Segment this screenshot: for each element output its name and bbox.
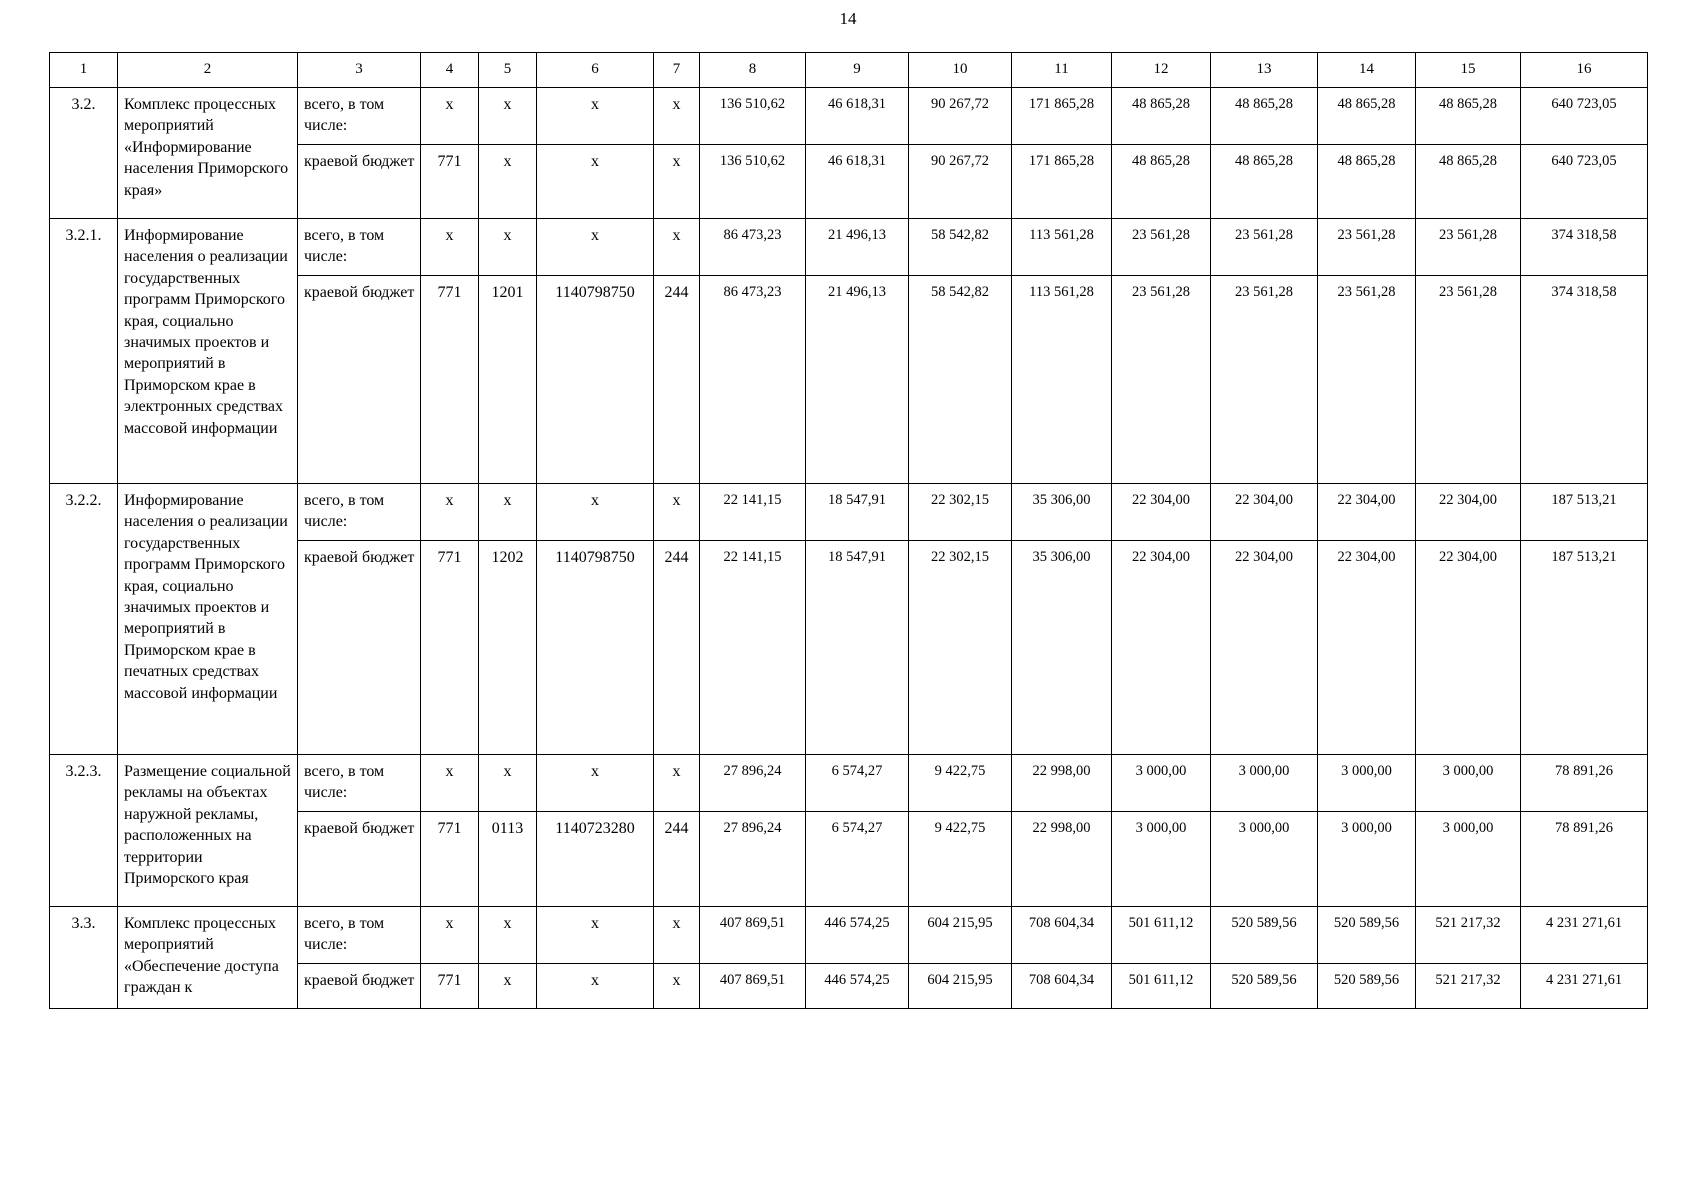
amount-cell: 86 473,23: [700, 276, 806, 484]
amount-cell: 640 723,05: [1521, 88, 1648, 145]
budget-code-cell: x: [479, 755, 537, 812]
column-header: 4: [421, 53, 479, 88]
budget-code-cell: 244: [654, 276, 700, 484]
budget-code-cell: x: [654, 219, 700, 276]
amount-cell: 86 473,23: [700, 219, 806, 276]
amount-cell: 3 000,00: [1416, 755, 1521, 812]
amount-cell: 407 869,51: [700, 907, 806, 964]
budget-code-cell: x: [537, 88, 654, 145]
amount-cell: 23 561,28: [1112, 219, 1211, 276]
amount-cell: 46 618,31: [806, 145, 909, 219]
amount-cell: 3 000,00: [1211, 755, 1318, 812]
amount-cell: 708 604,34: [1012, 964, 1112, 1009]
amount-cell: 48 865,28: [1318, 145, 1416, 219]
section-number: 3.2.3.: [50, 755, 118, 907]
budget-code-cell: x: [479, 484, 537, 541]
column-header: 3: [298, 53, 421, 88]
amount-cell: 22 304,00: [1112, 484, 1211, 541]
amount-cell: 22 302,15: [909, 541, 1012, 755]
budget-code-cell: x: [421, 88, 479, 145]
section-name: Комплекс процессных мероприятий «Обеспечение доступа граждан к: [118, 907, 298, 1009]
budget-code-cell: x: [479, 88, 537, 145]
amount-cell: 446 574,25: [806, 907, 909, 964]
amount-cell: 374 318,58: [1521, 276, 1648, 484]
column-header: 11: [1012, 53, 1112, 88]
budget-code-cell: 0113: [479, 812, 537, 907]
amount-cell: 520 589,56: [1211, 907, 1318, 964]
budget-code-cell: x: [537, 755, 654, 812]
funding-source-label: всего, в том числе:: [298, 907, 421, 964]
budget-code-cell: x: [537, 907, 654, 964]
amount-cell: 48 865,28: [1211, 88, 1318, 145]
amount-cell: 4 231 271,61: [1521, 907, 1648, 964]
column-header: 16: [1521, 53, 1648, 88]
funding-source-label: краевой бюджет: [298, 964, 421, 1009]
amount-cell: 48 865,28: [1318, 88, 1416, 145]
budget-code-cell: x: [537, 145, 654, 219]
amount-cell: 6 574,27: [806, 755, 909, 812]
amount-cell: 520 589,56: [1211, 964, 1318, 1009]
amount-cell: 58 542,82: [909, 276, 1012, 484]
budget-code-cell: x: [654, 755, 700, 812]
budget-code-cell: 1140723280: [537, 812, 654, 907]
amount-cell: 48 865,28: [1112, 145, 1211, 219]
column-header: 6: [537, 53, 654, 88]
amount-cell: 171 865,28: [1012, 88, 1112, 145]
column-header: 8: [700, 53, 806, 88]
amount-cell: 3 000,00: [1416, 812, 1521, 907]
amount-cell: 23 561,28: [1318, 276, 1416, 484]
amount-cell: 23 561,28: [1211, 276, 1318, 484]
table-row: [50, 219, 1648, 276]
amount-cell: 171 865,28: [1012, 145, 1112, 219]
amount-cell: 22 141,15: [700, 484, 806, 541]
section-name: Размещение социальной рекламы на объектах наружной рекламы, расположенных на территории Приморского края: [118, 755, 298, 907]
budget-code-cell: x: [654, 964, 700, 1009]
budget-code-cell: x: [479, 907, 537, 964]
amount-cell: 58 542,82: [909, 219, 1012, 276]
amount-cell: 21 496,13: [806, 219, 909, 276]
amount-cell: 521 217,32: [1416, 907, 1521, 964]
table-row: [50, 907, 1648, 964]
column-header: 12: [1112, 53, 1211, 88]
budget-code-cell: 771: [421, 145, 479, 219]
funding-source-label: краевой бюджет: [298, 541, 421, 755]
amount-cell: 78 891,26: [1521, 755, 1648, 812]
amount-cell: 22 304,00: [1416, 541, 1521, 755]
amount-cell: 23 561,28: [1318, 219, 1416, 276]
column-header: 10: [909, 53, 1012, 88]
amount-cell: 22 304,00: [1112, 541, 1211, 755]
budget-code-cell: 1140798750: [537, 541, 654, 755]
amount-cell: 22 998,00: [1012, 812, 1112, 907]
amount-cell: 48 865,28: [1416, 145, 1521, 219]
budget-code-cell: x: [654, 907, 700, 964]
column-header: 14: [1318, 53, 1416, 88]
budget-code-cell: x: [479, 964, 537, 1009]
funding-source-label: краевой бюджет: [298, 812, 421, 907]
budget-code-cell: 771: [421, 541, 479, 755]
budget-code-cell: x: [654, 145, 700, 219]
funding-source-label: всего, в том числе:: [298, 755, 421, 812]
amount-cell: 18 547,91: [806, 541, 909, 755]
amount-cell: 27 896,24: [700, 812, 806, 907]
column-header: 13: [1211, 53, 1318, 88]
amount-cell: 22 304,00: [1211, 541, 1318, 755]
table-body: [50, 53, 1648, 1009]
table-row: [50, 755, 1648, 812]
amount-cell: 18 547,91: [806, 484, 909, 541]
amount-cell: 521 217,32: [1416, 964, 1521, 1009]
amount-cell: 35 306,00: [1012, 484, 1112, 541]
amount-cell: 9 422,75: [909, 812, 1012, 907]
column-header: 1: [50, 53, 118, 88]
budget-code-cell: x: [537, 484, 654, 541]
amount-cell: 23 561,28: [1112, 276, 1211, 484]
amount-cell: 3 000,00: [1318, 812, 1416, 907]
budget-code-cell: x: [421, 755, 479, 812]
amount-cell: 22 302,15: [909, 484, 1012, 541]
budget-code-cell: 244: [654, 812, 700, 907]
section-number: 3.2.1.: [50, 219, 118, 484]
funding-source-label: всего, в том числе:: [298, 88, 421, 145]
section-name: Комплекс процессных мероприятий «Информирование населения Приморского края»: [118, 88, 298, 219]
amount-cell: 90 267,72: [909, 88, 1012, 145]
amount-cell: 23 561,28: [1416, 276, 1521, 484]
amount-cell: 501 611,12: [1112, 964, 1211, 1009]
header-row: [50, 53, 1648, 88]
amount-cell: 520 589,56: [1318, 964, 1416, 1009]
amount-cell: 23 561,28: [1416, 219, 1521, 276]
amount-cell: 3 000,00: [1112, 812, 1211, 907]
column-header: 2: [118, 53, 298, 88]
amount-cell: 27 896,24: [700, 755, 806, 812]
amount-cell: 90 267,72: [909, 145, 1012, 219]
amount-cell: 22 304,00: [1318, 484, 1416, 541]
amount-cell: 23 561,28: [1211, 219, 1318, 276]
budget-code-cell: x: [654, 88, 700, 145]
amount-cell: 374 318,58: [1521, 219, 1648, 276]
section-number: 3.2.: [50, 88, 118, 219]
amount-cell: 113 561,28: [1012, 276, 1112, 484]
budget-code-cell: 771: [421, 276, 479, 484]
amount-cell: 22 141,15: [700, 541, 806, 755]
section-number: 3.3.: [50, 907, 118, 1009]
amount-cell: 3 000,00: [1112, 755, 1211, 812]
amount-cell: 640 723,05: [1521, 145, 1648, 219]
amount-cell: 9 422,75: [909, 755, 1012, 812]
budget-code-cell: 1140798750: [537, 276, 654, 484]
funding-source-label: краевой бюджет: [298, 276, 421, 484]
section-number: 3.2.2.: [50, 484, 118, 755]
budget-code-cell: x: [654, 484, 700, 541]
column-header: 5: [479, 53, 537, 88]
budget-code-cell: 1202: [479, 541, 537, 755]
budget-code-cell: x: [537, 219, 654, 276]
amount-cell: 48 865,28: [1416, 88, 1521, 145]
amount-cell: 35 306,00: [1012, 541, 1112, 755]
table-row: [50, 88, 1648, 145]
amount-cell: 136 510,62: [700, 145, 806, 219]
amount-cell: 113 561,28: [1012, 219, 1112, 276]
amount-cell: 187 513,21: [1521, 541, 1648, 755]
amount-cell: 21 496,13: [806, 276, 909, 484]
budget-code-cell: x: [479, 145, 537, 219]
budget-code-cell: x: [479, 219, 537, 276]
budget-code-cell: 771: [421, 812, 479, 907]
amount-cell: 4 231 271,61: [1521, 964, 1648, 1009]
section-name: Информирование населения о реализации государственных программ Приморского края, социально значимых проектов и мероприятий в Приморском крае в электронных средствах массовой информации: [118, 219, 298, 484]
section-name: Информирование населения о реализации государственных программ Приморского края, социально значимых проектов и мероприятий в Приморском крае в печатных средствах массовой информации: [118, 484, 298, 755]
amount-cell: 520 589,56: [1318, 907, 1416, 964]
amount-cell: 22 304,00: [1211, 484, 1318, 541]
amount-cell: 501 611,12: [1112, 907, 1211, 964]
budget-code-cell: x: [421, 907, 479, 964]
amount-cell: 187 513,21: [1521, 484, 1648, 541]
funding-source-label: всего, в том числе:: [298, 219, 421, 276]
amount-cell: 22 998,00: [1012, 755, 1112, 812]
amount-cell: 604 215,95: [909, 964, 1012, 1009]
amount-cell: 708 604,34: [1012, 907, 1112, 964]
amount-cell: 22 304,00: [1416, 484, 1521, 541]
column-header: 9: [806, 53, 909, 88]
funding-source-label: краевой бюджет: [298, 145, 421, 219]
amount-cell: 6 574,27: [806, 812, 909, 907]
amount-cell: 48 865,28: [1112, 88, 1211, 145]
budget-code-cell: 1201: [479, 276, 537, 484]
page-number: 14: [839, 9, 857, 28]
budget-code-cell: x: [421, 484, 479, 541]
amount-cell: 48 865,28: [1211, 145, 1318, 219]
column-header: 15: [1416, 53, 1521, 88]
budget-table: [49, 52, 1648, 1009]
amount-cell: 22 304,00: [1318, 541, 1416, 755]
budget-code-cell: 771: [421, 964, 479, 1009]
funding-source-label: всего, в том числе:: [298, 484, 421, 541]
amount-cell: 78 891,26: [1521, 812, 1648, 907]
amount-cell: 3 000,00: [1211, 812, 1318, 907]
amount-cell: 136 510,62: [700, 88, 806, 145]
budget-code-cell: x: [421, 219, 479, 276]
column-header: 7: [654, 53, 700, 88]
amount-cell: 46 618,31: [806, 88, 909, 145]
amount-cell: 446 574,25: [806, 964, 909, 1009]
budget-code-cell: 244: [654, 541, 700, 755]
budget-code-cell: x: [537, 964, 654, 1009]
amount-cell: 604 215,95: [909, 907, 1012, 964]
amount-cell: 3 000,00: [1318, 755, 1416, 812]
amount-cell: 407 869,51: [700, 964, 806, 1009]
table-row: [50, 484, 1648, 541]
